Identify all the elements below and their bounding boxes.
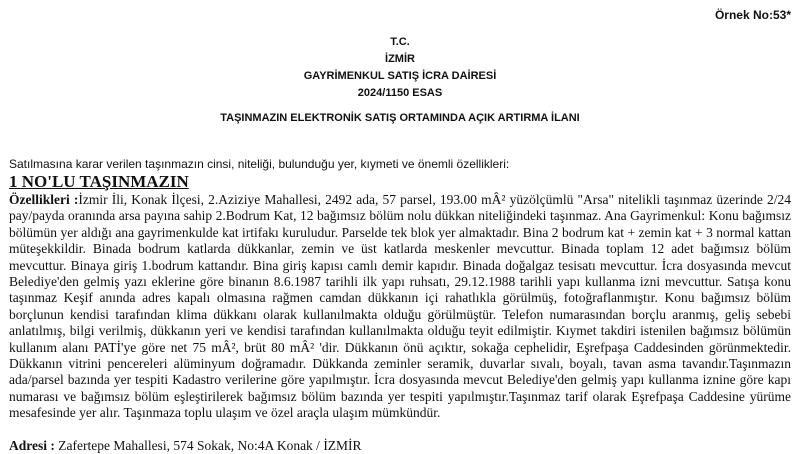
section-title: 1 NO'LU TAŞINMAZIN (9, 172, 189, 191)
announcement-title: TAŞINMAZIN ELEKTRONİK SATIŞ ORTAMINDA AÇIK ARTIRMA İLANI (220, 112, 580, 124)
example-number: Örnek No:53* (714, 8, 791, 22)
header-city: İZMİR (385, 53, 415, 65)
address-label: Adresi : (9, 438, 55, 453)
features-label: Özellikleri : (9, 192, 79, 207)
header-office: GAYRİMENKUL SATIŞ İCRA DAİRESİ (303, 70, 497, 82)
property-address (9, 438, 791, 454)
document-header (0, 34, 800, 102)
intro-text: Satılmasına karar verilen taşınmazın cinsi, niteliği, bulunduğu yer, kıymeti ve önemli özellikleri: (9, 157, 510, 171)
header-file-number: 2024/1150 ESAS (357, 87, 443, 99)
property-features (9, 192, 791, 422)
address-text: Zafertepe Mahallesi, 574 Sokak, No:4A Konak / İZMİR (58, 438, 362, 453)
features-text: İzmir İli, Konak İlçesi, 2.Aziziye Mahallesi, 2492 ada, 57 parsel, 193.00 mÂ² yüzölçümlü "Arsa" nitelikli taşınmaz üzerinde 2/24 pay/payda oranında arsa payına sahip 2.Bodrum Kat, 12 bağımsız bölüm nolu dükkan niteliğindeki taşınmaz. Ana Gayrimenkul: Konu bağımsız bölümün yer aldığı ana gayrimenkulde kat irtifakı kuruludur. Parselde tek blok yer almaktadır. Bina 2 bodrum kat + zemin kat + 3 normal kattan müteşekkildir. Binada bodrum katlarda dükkanlar, zemin ve üst katlarda meskenler mevcuttur. Binada toplam 12 adet bağımsız bölüm mevcuttur. Binaya giriş 1.bodrum kattandır. Bina giriş kapısı camlı demir kapıdır. Binada doğalgaz tesisatı mevcuttur. İcra dosyasında mevcut Belediye'den gelmiş yazı eklerine göre binanın 8.6.1987 tarihli ilk yapı ruhsatı, 29.12.1988 tarihli yapı kullanma izni mevcuttur. Satışa konu taşınmaz Keşif anında adres kapalı olmasına rağmen camdan dükkanın içi rahatlıkla görülmüş, fotoğraflanmıştır. Konu bağımsız bölüm borçlunun kendisi tarafından klima dükkanı olarak kullanılmakta olduğu görülmüştür. Telefon numarasından borçlu aranmış, geliş sebebi anlatılmış, bilgi verilmiş, dükkanın yeri ve kendisi tarafından kullanılmakta olduğu teyit edilmiştir. Kıymet takdiri istenilen bağımsız bölümün kullanım alanı PATİ'ye göre net 75 mÂ², brüt 80 mÂ² 'dir. Dükkanın önü açıktır, sokağa cephelidir, Eşrefpaşa Caddesinden görünmektedir. Dükkanın vitrini pencereleri alüminyum doğramadır. Dükkanda zeminler seramik, duvarlar sıvalı, boyalı, tavan asma tavandır.Taşınmazın ada/parsel bazında yer tespiti Kadastro verilerine göre yapılmıştır. İcra dosyasında mevcut Belediye'den gelmiş yapı kullanma iznine göre kapı numarası ve bağımsız bölüm eşleştirilerek bağımsız bölüm bazında yer tespiti yapılmıştır.Taşınmaz tarif olarak Eşrefpaşa Caddesine yürüme mesafesinde yer alır. Taşınmaza toplu ulaşım ve özel araçla ulaşım mümkündür. (9, 192, 791, 421)
header-country: T.C. (390, 36, 410, 48)
